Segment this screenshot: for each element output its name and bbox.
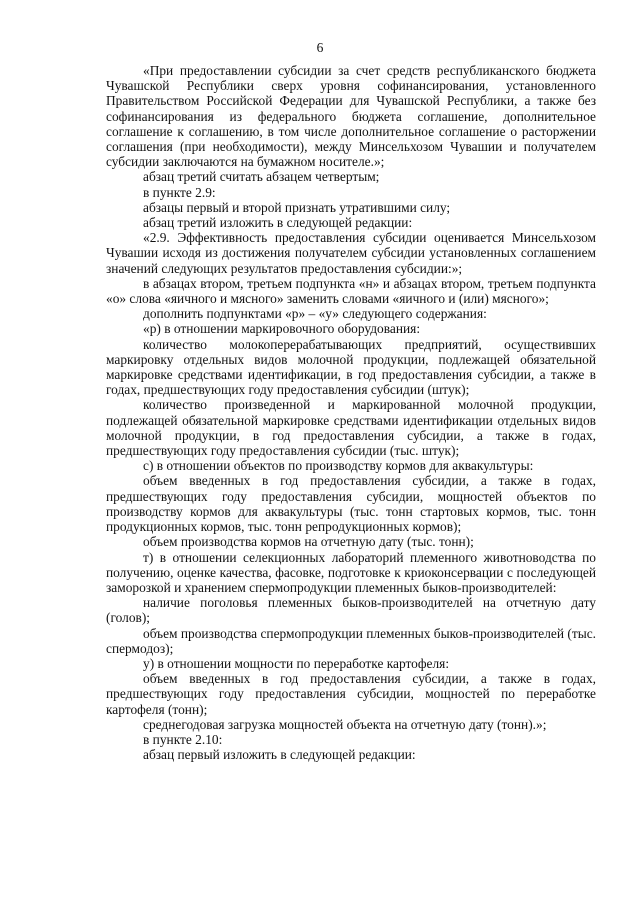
page-number: 6	[316, 40, 324, 55]
paragraph-point-2-10: в пункте 2.10:	[143, 731, 223, 747]
paragraph-subpoint-u: у) в отношении мощности по переработке картофеля:	[143, 655, 450, 671]
paragraph-feed-production: объем производства кормов на отчетную дату (тыс. тонн);	[143, 534, 474, 550]
paragraph-bulls-livestock: наличие поголовья племенных быков-производителей на отчетную дату (голов);	[106, 595, 596, 626]
paragraph-subpoint-r: «р) в отношении маркировочного оборудования:	[143, 321, 421, 337]
paragraph-add-subpoints: дополнить подпунктами «р» – «у» следующего содержания:	[143, 306, 487, 322]
paragraph-semen-production: объем производства спермопродукции племенных быков-производителей (тыс. спермодоз);	[106, 625, 596, 656]
paragraph-efficiency-2-9: «2.9. Эффективность предоставления субсидии оценивается Минсельхозом Чувашии исходя из достижения получателем субсидии установленных соглашением значений следующих результатов предоставления субсидии:»;	[106, 230, 596, 276]
paragraph-first-new-wording: абзац первый изложить в следующей редакции:	[143, 747, 416, 763]
paragraph-third-as-fourth: абзац третий считать абзацем четвертым;	[143, 169, 380, 185]
paragraph-subsidy-agreement: «При предоставлении субсидии за счет средств республиканского бюджета Чувашской Республики сверх уровня софинансирования, установленного Правительством Российской Федерации для Чувашской Республики, а также без софинансирования из федерального бюджета соглашение, дополнительное соглашение к соглашению, в том числе дополнительное соглашение о расторжении соглашения (при необходимости), между Минсельхозом Чувашии и получателем субсидии заключаются на бумажном носителе.»;	[106, 63, 596, 170]
paragraph-point-2-9: в пункте 2.9:	[143, 184, 216, 200]
paragraph-dairy-products-count: количество произведенной и маркированной молочной продукции, подлежащей обязательной маркировке средствами идентификации отдельных видов молочной продукции, в год предоставления субсидии, а также в годах, предшествующих году предоставления субсидии (тыс. штук);	[106, 397, 596, 459]
document-body	[106, 63, 596, 762]
paragraph-replace-words: в абзацах втором, третьем подпункта «н» и абзацах втором, третьем подпункта «о» слова «яичного и мясного» заменить словами «яичного и (или) мясного»;	[106, 275, 596, 307]
paragraph-third-new-wording: абзац третий изложить в следующей редакции:	[143, 215, 413, 231]
paragraph-void-first-second: абзацы первый и второй признать утратившими силу;	[143, 199, 451, 215]
paragraph-average-load: среднегодовая загрузка мощностей объекта на отчетную дату (тонн).»;	[143, 716, 547, 732]
paragraph-aquaculture-capacity: объем введенных в год предоставления субсидии, а также в годах, предшествующих году предоставления субсидии, мощностей объектов по производству кормов для аквакультуры (тыс. тонн стартовых кормов, тыс. тонн продукционных кормов, тыс. тонн репродукционных кормов);	[106, 473, 596, 535]
paragraph-subpoint-s: с) в отношении объектов по производству кормов для аквакультуры:	[143, 458, 534, 474]
paragraph-potato-capacity: объем введенных в год предоставления субсидии, а также в годах, предшествующих году предоставления субсидии, мощностей по переработке картофеля (тонн);	[106, 671, 596, 717]
paragraph-subpoint-t: т) в отношении селекционных лабораторий племенного животноводства по получению, оценке качества, фасовке, подготовке к криоконсервации с последующей заморозкой и хранением спермопродукции племенных быков-производителей:	[106, 549, 596, 595]
paragraph-dairy-enterprises-count: количество молокоперерабатывающих предприятий, осуществивших маркировку отдельных видов молочной продукции, подлежащей обязательной маркировке средствами идентификации, в год предоставления субсидии, а также в годах, предшествующих году предоставления субсидии (штук);	[106, 336, 596, 398]
